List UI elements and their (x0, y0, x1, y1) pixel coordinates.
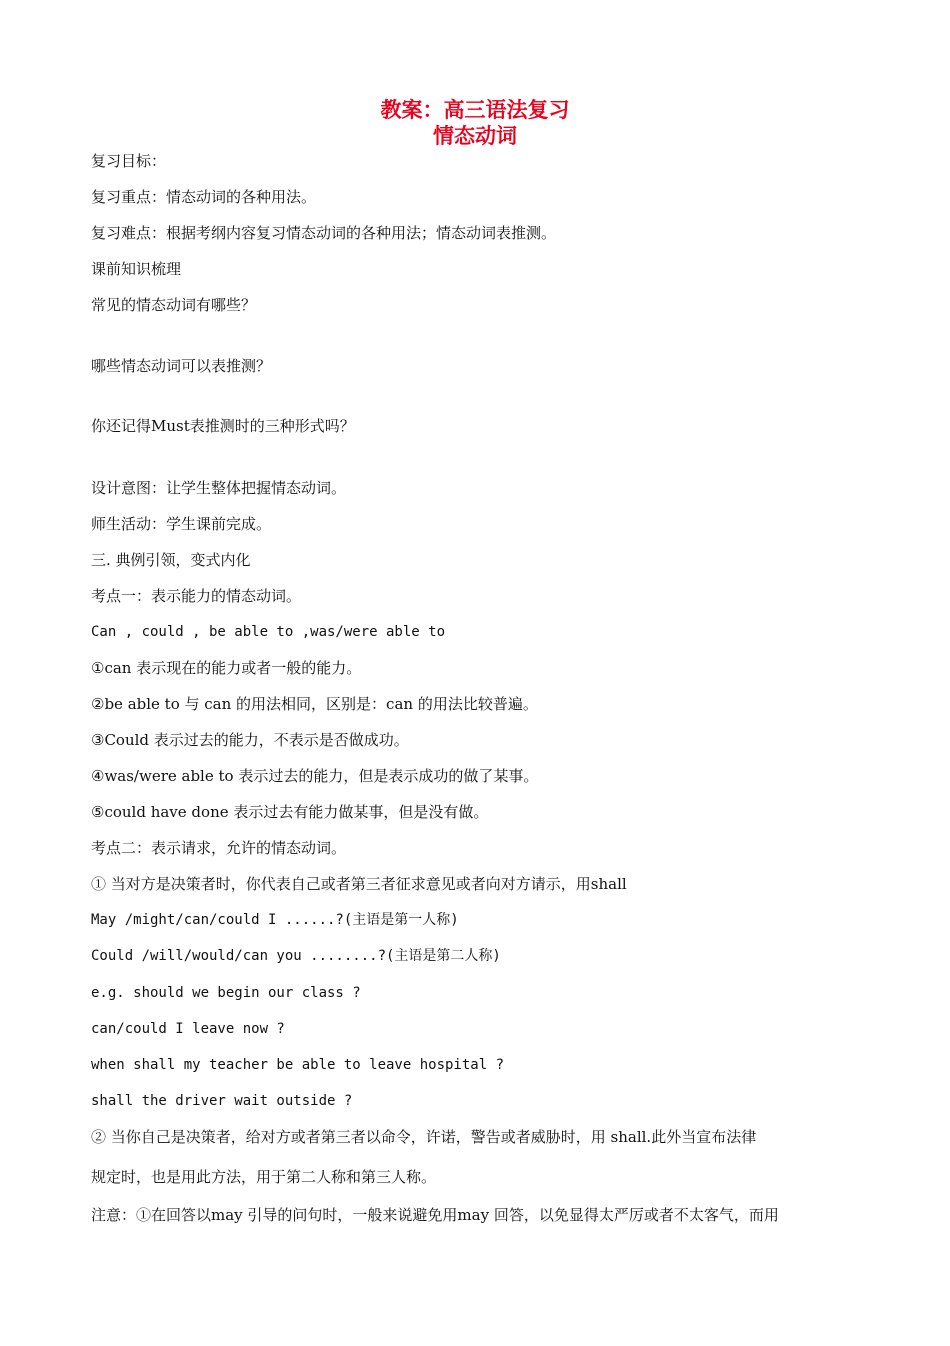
text-line: 哪些情态动词可以表推测？ (91, 357, 272, 375)
text-line: ①can 表示现在的能力或者一般的能力。 (91, 659, 362, 677)
text-line: ④was/were able to 表示过去的能力，但是表示成功的做了某事。 (91, 767, 539, 785)
text-line: can/could I leave now ? (91, 1021, 285, 1037)
text-line: 复习重点：情态动词的各种用法。 (91, 188, 317, 206)
text-line: 设计意图：让学生整体把握情态动词。 (91, 479, 347, 497)
text-line: 考点二：表示请求，允许的情态动词。 (91, 839, 347, 857)
text-line: ②be able to 与 can 的用法相同，区别是：can 的用法比较普遍。 (91, 695, 538, 713)
text-line: 常见的情态动词有哪些？ (91, 296, 257, 314)
text-line: ③Could 表示过去的能力，不表示是否做成功。 (91, 731, 409, 749)
text-line: ⑤could have done 表示过去有能力做某事，但是没有做。 (91, 803, 489, 821)
text-line: 师生活动：学生课前完成。 (91, 515, 272, 533)
document-title: 教案：高三语法复习 (380, 98, 570, 122)
text-line: 规定时，也是用此方法，用于第二人称和第三人称。 (91, 1168, 437, 1186)
text-line: when shall my teacher be able to leave hospital ? (91, 1057, 505, 1073)
document-subtitle: 情态动词 (433, 124, 517, 148)
text-line: 注意：①在回答以may 引导的问句时，一般来说避免用may 回答，以免显得太严厉或者不太客气，而用 (91, 1206, 779, 1224)
text-line: 复习难点：根据考纲内容复习情态动词的各种用法；情态动词表推测。 (91, 224, 557, 242)
text-line: 你还记得Must表推测时的三种形式吗？ (91, 417, 355, 435)
section-heading: 三. 典例引领，变式内化 (91, 551, 251, 569)
text-line: ① 当对方是决策者时，你代表自己或者第三者征求意见或者向对方请示，用shall (91, 875, 627, 893)
text-line: shall the driver wait outside ? (91, 1093, 353, 1109)
text-line: 课前知识梳理 (91, 260, 182, 278)
text-line: 考点一：表示能力的情态动词。 (91, 587, 302, 605)
text-line: May /might/can/could I ......?(主语是第一人称) (91, 912, 459, 928)
text-line: ② 当你自己是决策者，给对方或者第三者以命令，许诺，警告或者威胁时，用 shall.此外当宣布法律 (91, 1128, 757, 1146)
text-line: 复习目标： (91, 152, 167, 170)
text-line: e.g. should we begin our class ? (91, 985, 361, 1001)
text-line: Could /will/would/can you ........?(主语是第二人称) (91, 948, 501, 964)
text-line: Can , could , be able to ,was/were able to (91, 624, 446, 640)
